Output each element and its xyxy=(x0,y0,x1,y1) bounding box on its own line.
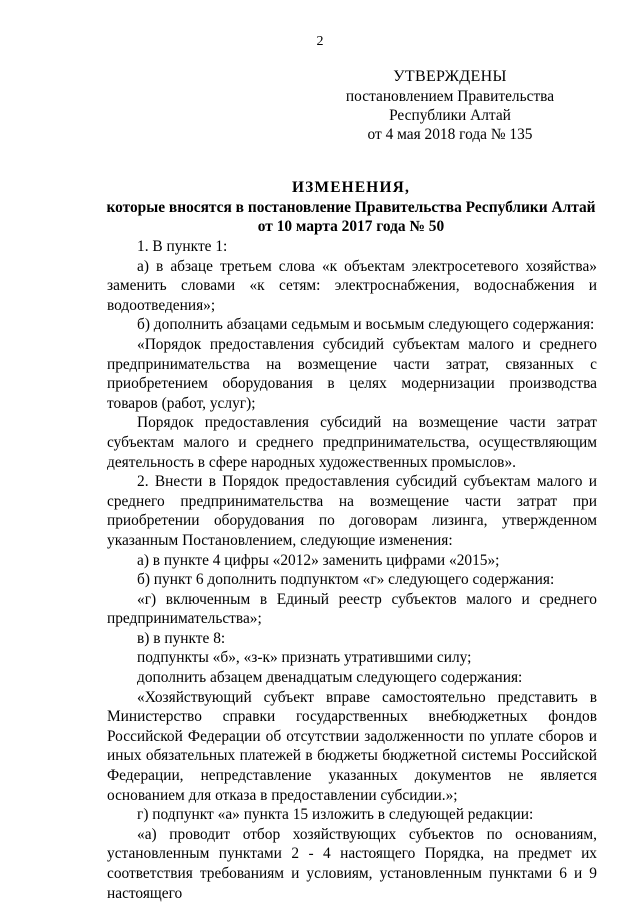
paragraph: «а) проводит отбор хозяйствующих субъектов по основаниям, установленным пунктами 2 - 4 настоящего Порядка, на предмет их соответствия требованиям и условиям, установленным пунктами 6 и 9 настоящего xyxy=(107,825,597,902)
title-line-3: от 10 марта 2017 года № 50 xyxy=(257,218,445,236)
paragraph: дополнить абзацем двенадцатым следующего содержания: xyxy=(137,669,523,687)
paragraph: подпункты «б», «з-к» признать утратившими силу; xyxy=(137,649,472,667)
approval-heading: УТВЕРЖДЕНЫ xyxy=(393,68,507,85)
paragraph: б) дополнить абзацами седьмым и восьмым следующего содержания: xyxy=(137,316,595,334)
paragraph: в) в пункте 8: xyxy=(137,629,226,647)
document-body xyxy=(107,237,597,903)
paragraph: 2. Внести в Порядок предоставления субсидий субъектам малого и среднего предпринимательства на возмещение части затрат при приобретении оборудования по договорам лизинга, утвержденном указанным Постановлением, следующие изменения: xyxy=(107,473,597,549)
paragraph: Порядок предоставления субсидий на возмещение части затрат субъектам малого и среднего предпринимательства, осуществляющим деятельность в сфере народных художественных промыслов». xyxy=(107,414,597,471)
paragraph: г) подпункт «а» пункта 15 изложить в следующей редакции: xyxy=(137,806,534,824)
paragraph: «г) включенным в Единый реестр субъектов малого и среднего предпринимательства»; xyxy=(107,590,597,628)
paragraph: 1. В пункте 1: xyxy=(137,238,228,255)
document-title xyxy=(96,178,606,237)
paragraph: «Хозяйствующий субъект вправе самостоятельно представить в Министерство справки государственных внебюджетных фондов Российской Федерации об отсутствии задолженности по уплате сборов и иных обязательных платежей в бюджеты бюджетной системы Российской Федерации, непредставление указанных документов не является основанием для отказа в предоставлении субсидии.»; xyxy=(107,688,597,804)
approval-line-2: Республики Алтай xyxy=(389,107,511,124)
approval-line-3: от 4 мая 2018 года № 135 xyxy=(367,126,533,143)
title-line-2: которые вносятся в постановление Правительства Республики Алтай xyxy=(106,198,596,216)
paragraph: а) в пункте 4 цифры «2012» заменить цифрами «2015»; xyxy=(137,551,500,569)
paragraph: а) в абзаце третьем слова «к объектам электросетевого хозяйства» заменить словами «к сетям: электроснабжения, водоснабжения и водоотведения»; xyxy=(107,257,597,314)
approval-line-1: постановлением Правительства xyxy=(345,88,555,105)
paragraph: б) пункт 6 дополнить подпунктом «г» следующего содержания: xyxy=(137,571,555,589)
page-number: 2 xyxy=(316,34,324,49)
approval-stamp xyxy=(340,66,560,144)
paragraph: «Порядок предоставления субсидий субъектам малого и среднего предпринимательства на возмещение части затрат, связанных с приобретением оборудования в целях модернизации производства товаров (работ, услуг); xyxy=(107,335,597,412)
title-line-1: ИЗМЕНЕНИЯ, xyxy=(291,179,411,196)
